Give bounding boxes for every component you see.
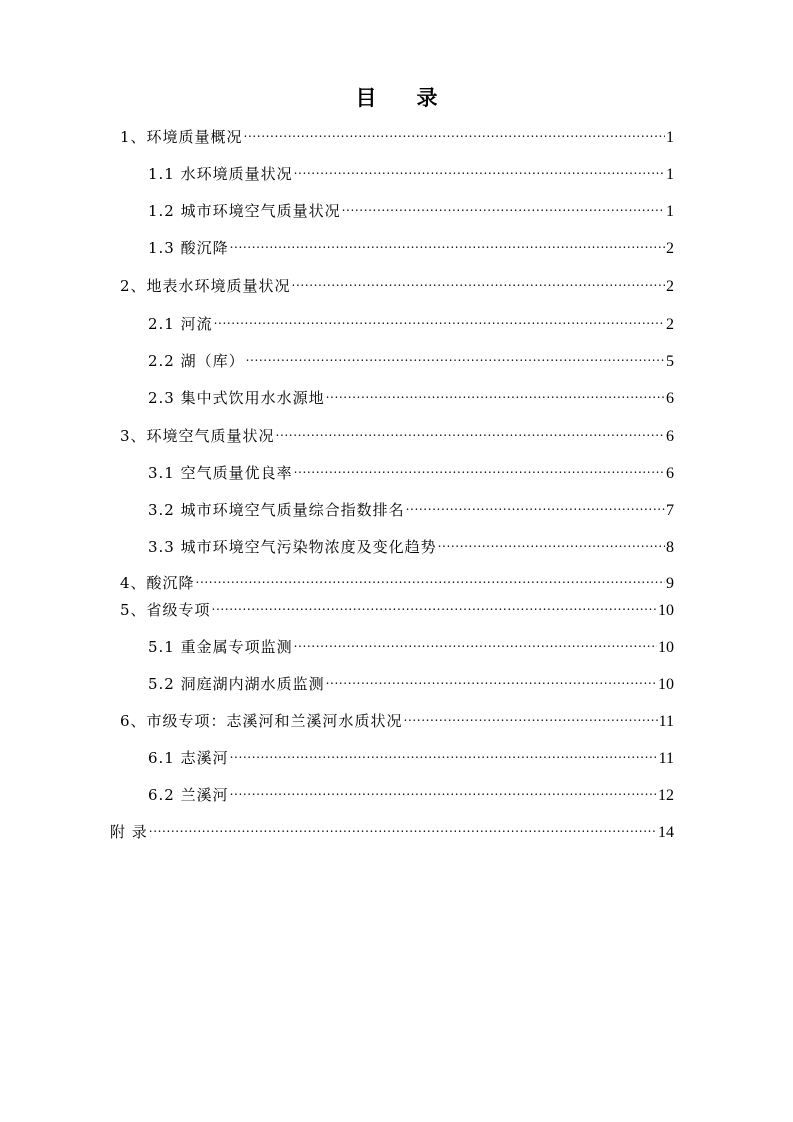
dot-leader: [214, 309, 665, 329]
toc-page-number: 1: [666, 166, 674, 183]
toc-entry-text: 2.2 湖（库）: [148, 352, 245, 370]
toc-page-number: 12: [658, 787, 674, 804]
toc-entry-3-2[interactable]: [148, 495, 674, 519]
toc-entry-5-2[interactable]: [148, 669, 674, 693]
toc-entry-6[interactable]: [120, 706, 674, 730]
toc-page-number: 6: [666, 390, 674, 407]
dot-leader: [244, 122, 665, 142]
toc-entry-text: 1.2 城市环境空气质量状况: [148, 202, 341, 220]
toc-page-number: 8: [666, 539, 674, 556]
toc-entry-text: 5.1 重金属专项监测: [148, 638, 293, 656]
toc-page-number: 11: [658, 750, 674, 767]
toc-page-number: 2: [666, 278, 674, 295]
dot-leader: [326, 383, 665, 403]
toc-entry-text: 2、地表水环境质量状况: [120, 277, 291, 295]
dot-leader: [212, 595, 657, 615]
toc-entry-1-2[interactable]: [148, 196, 674, 220]
toc-entry-text: 6、市级专项：志溪河和兰溪河水质状况: [120, 712, 403, 730]
dot-leader: [230, 743, 658, 763]
dot-leader: [246, 346, 665, 366]
toc-entry-2-2[interactable]: [148, 346, 674, 370]
toc-entry-5-1[interactable]: [148, 632, 674, 656]
toc-entry-text: 附 录: [110, 823, 148, 841]
toc-entry-text: 5.2 洞庭湖内湖水质监测: [148, 675, 325, 693]
toc-entry-text: 3.2 城市环境空气质量综合指数排名: [148, 501, 405, 519]
toc-entry-2-3[interactable]: [148, 383, 674, 407]
toc-page-number: 10: [658, 676, 674, 693]
dot-leader: [326, 669, 657, 689]
toc-entry-6-1[interactable]: [148, 743, 674, 767]
dot-leader: [276, 421, 665, 441]
toc-entry-text: 3.1 空气质量优良率: [148, 464, 293, 482]
toc-page-number: 11: [658, 713, 674, 730]
toc-entry-text: 5、省级专项: [120, 601, 211, 619]
toc-entry-1[interactable]: [120, 122, 674, 146]
toc-page-number: 1: [666, 129, 674, 146]
toc-entry-text: 2.1 河流: [148, 315, 213, 333]
dot-leader: [406, 495, 665, 515]
dot-leader: [438, 532, 665, 552]
dot-leader: [294, 632, 657, 652]
toc-entry-text: 2.3 集中式饮用水水源地: [148, 389, 325, 407]
toc-entry-2[interactable]: [120, 271, 674, 295]
toc-entry-text: 3、环境空气质量状况: [120, 427, 275, 445]
toc-page-number: 7: [666, 502, 674, 519]
dot-leader: [404, 706, 658, 726]
dot-leader: [294, 458, 665, 478]
toc-entry-text: 1.1 水环境质量状况: [148, 165, 293, 183]
toc-entry-text: 1.3 酸沉降: [148, 239, 229, 257]
toc-entry-3-1[interactable]: [148, 458, 674, 482]
toc-page-number: 2: [666, 240, 674, 257]
toc-page-number: 14: [658, 824, 674, 841]
toc-entry-3[interactable]: [120, 421, 674, 445]
dot-leader: [230, 233, 665, 253]
toc-page-number: 10: [658, 639, 674, 656]
toc-entry-text: 4、酸沉降: [120, 574, 195, 592]
dot-leader: [294, 159, 665, 179]
title-char-1: 目: [355, 85, 377, 110]
toc-entry-3-3[interactable]: [148, 532, 674, 556]
dot-leader: [196, 568, 665, 588]
toc-page-number: 6: [666, 428, 674, 445]
toc-entry-2-1[interactable]: [148, 309, 674, 333]
toc-page-number: 2: [666, 316, 674, 333]
dot-leader: [342, 196, 665, 216]
toc-entry-text: 6.2 兰溪河: [148, 786, 229, 804]
toc-entry-5[interactable]: [120, 595, 674, 619]
toc-page-number: 6: [666, 465, 674, 482]
title-char-2: 录: [416, 85, 438, 110]
dot-leader: [292, 271, 665, 291]
toc-entry-4[interactable]: [120, 568, 674, 592]
toc-entry-text: 6.1 志溪河: [148, 749, 229, 767]
toc-page-number: 9: [666, 575, 674, 592]
toc-entry-1-3[interactable]: [148, 233, 674, 257]
toc-entry-text: 3.3 城市环境空气污染物浓度及变化趋势: [148, 538, 437, 556]
toc-entry-6-2[interactable]: [148, 780, 674, 804]
toc-entry-appendix[interactable]: [110, 817, 674, 841]
toc-entry-1-1[interactable]: [148, 159, 674, 183]
dot-leader: [230, 780, 657, 800]
dot-leader: [149, 817, 657, 837]
toc-entry-text: 1、环境质量概况: [120, 128, 243, 146]
toc-page-number: 10: [658, 602, 674, 619]
toc-page-number: 5: [666, 353, 674, 370]
toc-page-number: 1: [666, 203, 674, 220]
